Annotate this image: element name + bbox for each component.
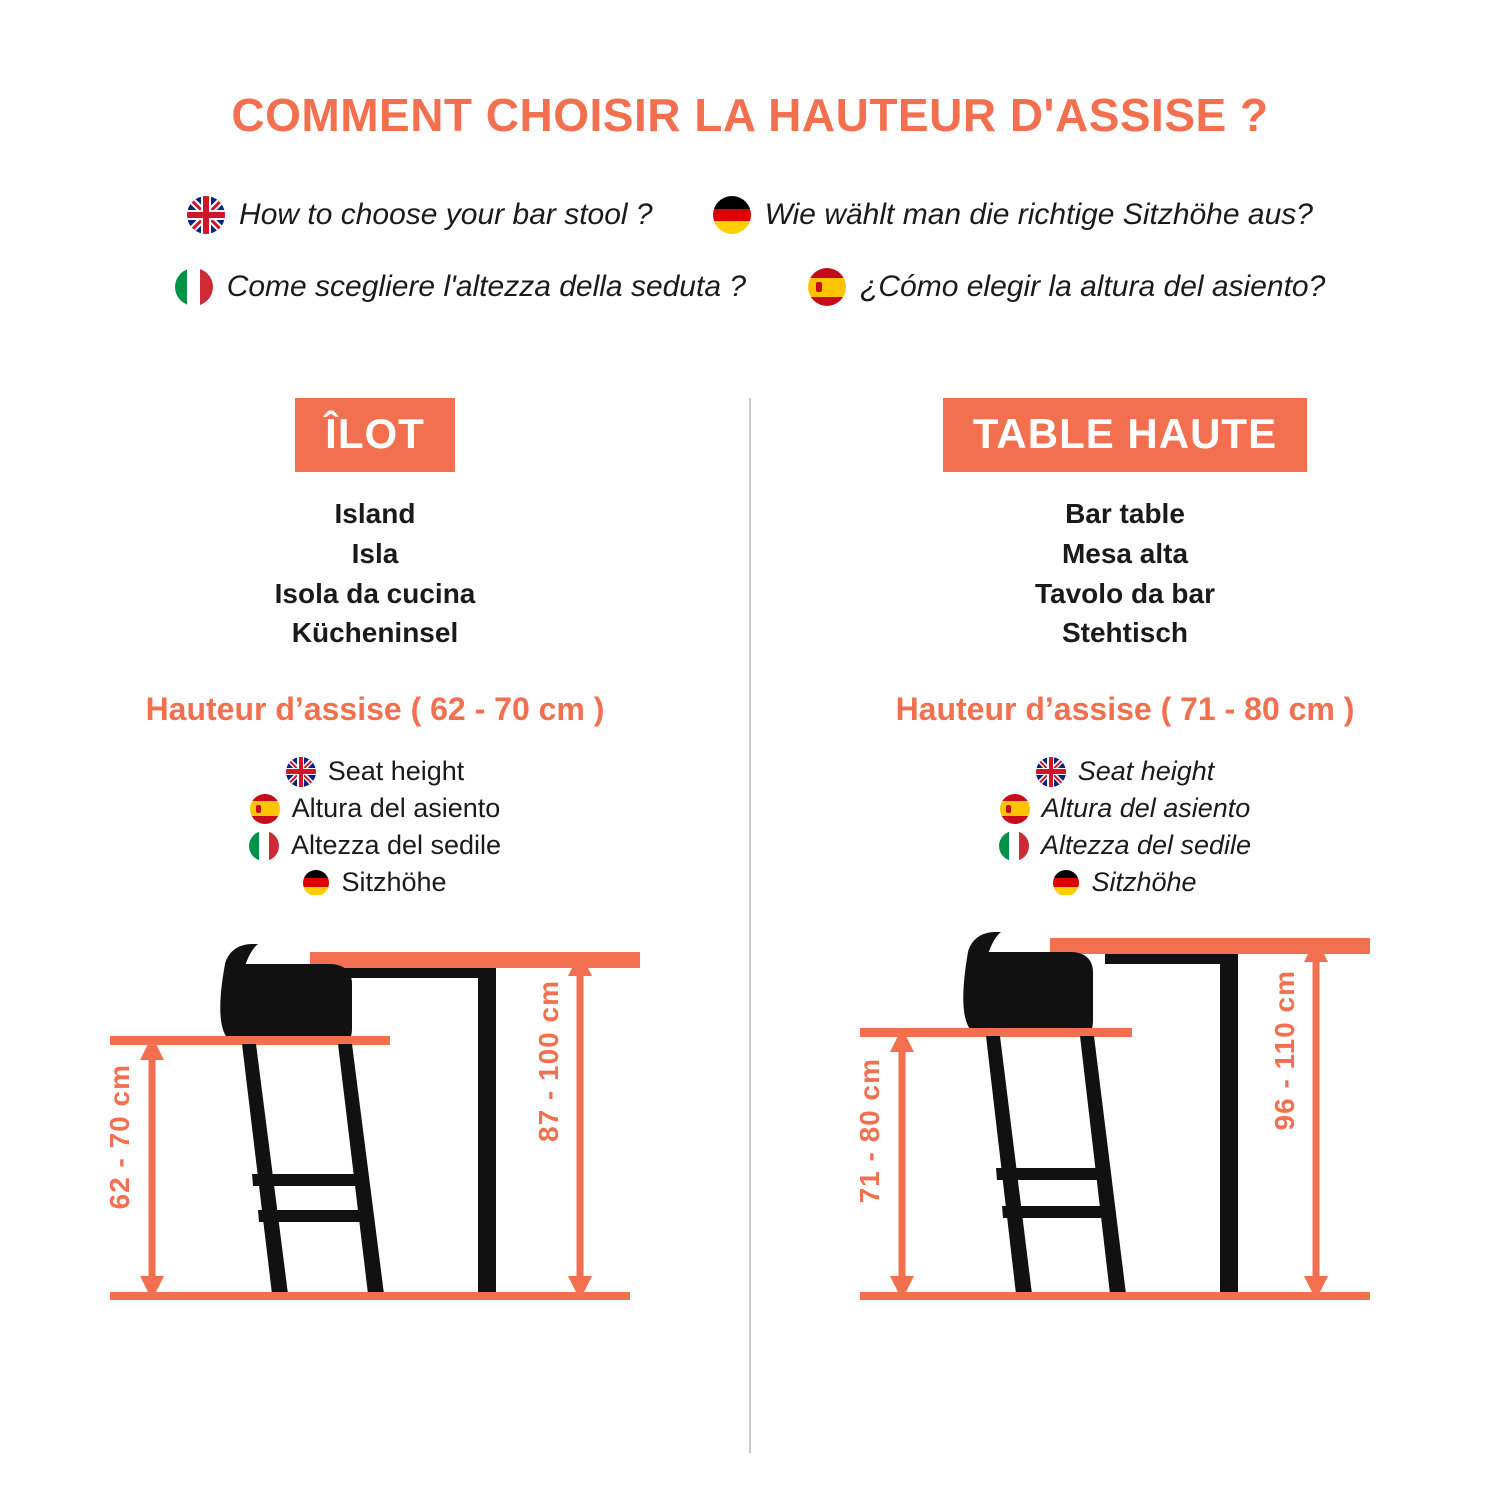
seat-height-translations-bar-table bbox=[750, 756, 1500, 898]
spain-flag-icon bbox=[250, 794, 280, 824]
italy-flag-icon bbox=[999, 831, 1029, 861]
translation-text-es: ¿Cómo elegir la altura del asiento? bbox=[860, 270, 1326, 303]
seat-translation-es bbox=[0, 793, 750, 824]
seat-translation-text: Altura del asiento bbox=[1041, 793, 1251, 823]
germany-flag-icon bbox=[713, 196, 751, 234]
seat-translation-de bbox=[0, 867, 750, 898]
column-name: Isla bbox=[351, 537, 399, 569]
diagram-bar-table bbox=[750, 924, 1500, 1344]
translation-row-1 bbox=[0, 196, 1500, 234]
seat-translation-it bbox=[750, 830, 1500, 861]
column-island bbox=[0, 398, 750, 1344]
seat-height-label-island: Hauteur d’assise ( 62 - 70 cm ) bbox=[145, 691, 605, 727]
translation-item-es bbox=[808, 268, 1325, 306]
seat-translation-en bbox=[750, 756, 1500, 787]
spain-flag-icon bbox=[808, 268, 846, 306]
column-name: Isola da cucina bbox=[274, 577, 476, 609]
page-title: COMMENT CHOISIR LA HAUTEUR D'ASSISE ? bbox=[231, 89, 1269, 141]
seat-translation-text: Sitzhöhe bbox=[1091, 867, 1197, 897]
spain-flag-icon bbox=[1000, 794, 1030, 824]
seat-dimension-bar-table: 71 - 80 cm bbox=[854, 1058, 885, 1204]
seat-translation-es bbox=[750, 793, 1500, 824]
table-dimension-island: 87 - 100 cm bbox=[533, 980, 564, 1142]
column-names-island bbox=[0, 494, 750, 653]
translation-text-it: Come scegliere l'altezza della seduta ? bbox=[226, 270, 747, 303]
column-name: Bar table bbox=[1065, 498, 1185, 529]
column-name: Island bbox=[334, 498, 416, 529]
seat-translation-text: Sitzhöhe bbox=[341, 867, 447, 897]
column-name: Stehtisch bbox=[1061, 617, 1189, 649]
seat-translation-text: Seat height bbox=[327, 756, 465, 786]
translation-item-it bbox=[175, 268, 746, 306]
column-badge-island: ÎLOT bbox=[295, 398, 455, 472]
column-names-bar-table bbox=[750, 494, 1500, 653]
translation-item-en bbox=[187, 196, 653, 234]
column-name: Kücheninsel bbox=[291, 617, 459, 649]
diagram-island bbox=[0, 924, 750, 1344]
table-dimension-bar-table: 96 - 110 cm bbox=[1269, 970, 1300, 1131]
column-badge-bar-table: TABLE HAUTE bbox=[943, 398, 1307, 472]
column-bar-table bbox=[750, 398, 1500, 1344]
uk-flag-icon bbox=[286, 757, 316, 787]
seat-translation-en bbox=[0, 756, 750, 787]
uk-flag-icon bbox=[1036, 757, 1066, 787]
seat-translation-text: Altezza del sedile bbox=[1040, 830, 1252, 860]
seat-translation-text: Seat height bbox=[1077, 756, 1215, 786]
germany-flag-icon bbox=[1053, 870, 1079, 896]
germany-flag-icon bbox=[303, 870, 329, 896]
seat-translation-it bbox=[0, 830, 750, 861]
italy-flag-icon bbox=[249, 831, 279, 861]
translation-text-de: Wie wählt man die richtige Sitzhöhe aus? bbox=[764, 198, 1313, 231]
uk-flag-icon bbox=[187, 196, 225, 234]
italy-flag-icon bbox=[175, 268, 213, 306]
column-name: Mesa alta bbox=[1061, 537, 1189, 569]
translation-text-en: How to choose your bar stool ? bbox=[239, 198, 653, 231]
seat-height-label-bar-table: Hauteur d’assise ( 71 - 80 cm ) bbox=[895, 691, 1355, 727]
translation-item-de bbox=[713, 196, 1313, 234]
seat-translation-text: Altezza del sedile bbox=[290, 830, 502, 860]
column-name: Tavolo da bar bbox=[1035, 577, 1215, 609]
translation-row-2 bbox=[0, 268, 1500, 306]
seat-translation-text: Altura del asiento bbox=[291, 793, 501, 823]
seat-dimension-island: 62 - 70 cm bbox=[104, 1064, 135, 1210]
seat-height-translations-island bbox=[0, 756, 750, 898]
seat-translation-de bbox=[750, 867, 1500, 898]
